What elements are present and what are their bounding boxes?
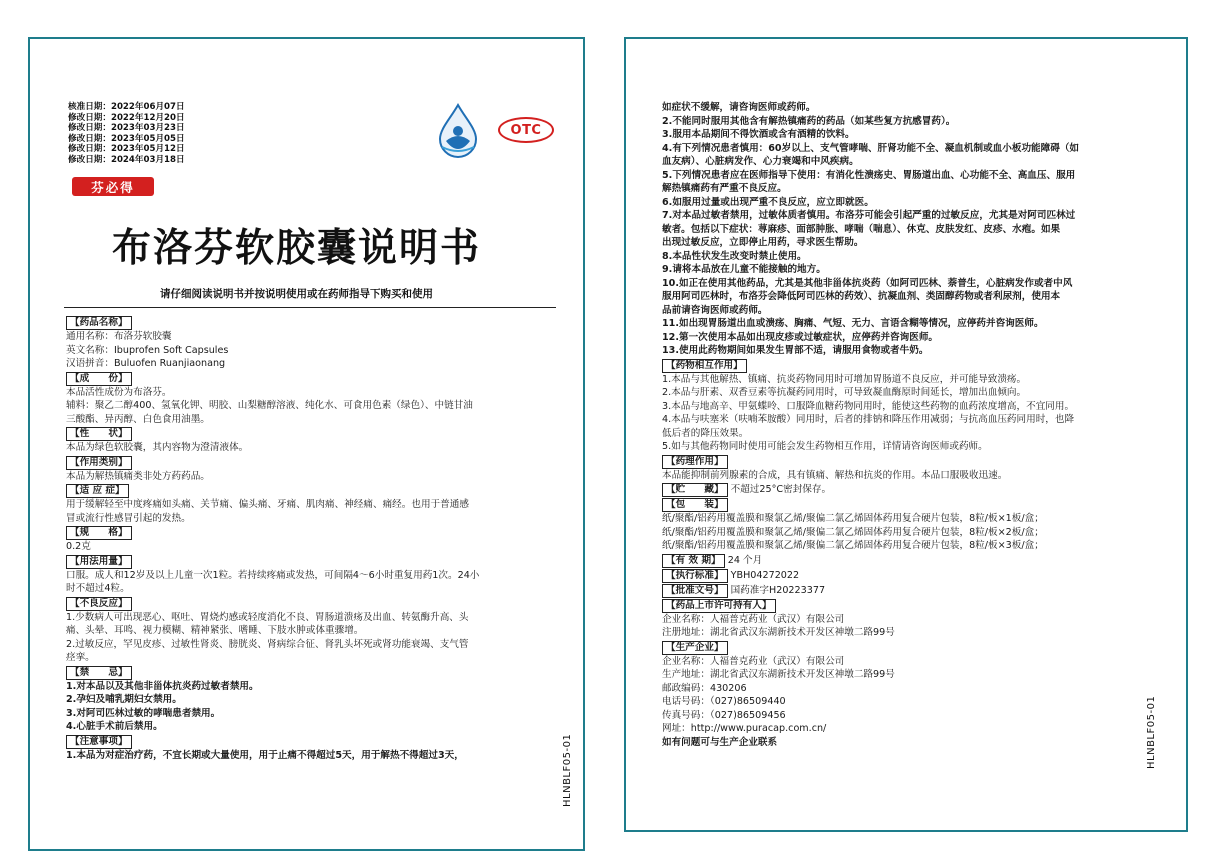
section-heading-adverse: 【不良反应】 — [66, 597, 132, 611]
text-line: 血友病）、心脏病发作、心力衰竭和中风疾病。 — [662, 156, 859, 167]
brand-logo: 芬必得 — [72, 177, 154, 196]
leaflet-right-panel — [624, 37, 1188, 832]
section-heading-validity: 【有 效 期】 — [662, 554, 725, 568]
text-line: 敏者。包括以下症状：荨麻疹、面部肿胀、哮喘（喘息）、休克、皮肤发红、皮疹、水疱。如果 — [662, 223, 1061, 235]
approval-date: 核准日期：2022年06月07日 — [68, 102, 185, 112]
text-line: 注册地址：湖北省武汉东湖新技术开发区神墩二路99号 — [662, 627, 895, 638]
text-line: 2.孕妇及哺乳期妇女禁用。 — [66, 694, 182, 705]
revision-date: 修改日期：2022年12月20日 — [68, 112, 185, 123]
text-line: 本品能抑制前列腺素的合成，具有镇痛、解热和抗炎的作用。本品口服吸收迅速。 — [662, 469, 1008, 481]
text-line: 10.如正在使用其他药品，尤其是其他非甾体抗炎药（如阿司匹林、萘普生，心脏病发作或者中风 — [662, 277, 1073, 289]
text-line: 3.本品与地高辛、甲氨蝶呤、口服降血糖药物同用时，能使这些药物的血药浓度增高，不宜同用。 — [662, 400, 1075, 412]
text-line: 如症状不缓解，请咨询医师或药师。 — [662, 102, 816, 113]
text-line: 如有问题可与生产企业联系 — [662, 736, 778, 748]
text-line: 4.心脏手术前后禁用。 — [66, 721, 163, 732]
text-line: 辅料：聚乙二醇400、氢氧化钾、明胶、山梨糖醇溶液、纯化水、可食用色素（绿色）、中链甘油 — [66, 400, 473, 411]
text-line: 1.对本品以及其他非甾体抗炎药过敏者禁用。 — [66, 680, 259, 692]
text-line: 3.服用本品期间不得饮酒或含有酒精的饮料。 — [662, 129, 855, 140]
section-heading-category: 【作用类别】 — [66, 456, 132, 470]
text-line: 2.不能同时服用其他含有解热镇痛药的药品（如某些复方抗感冒药）。 — [662, 115, 956, 127]
section-heading-indications: 【适 应 症】 — [66, 484, 129, 498]
section-heading-approval: 【批准文号】 — [662, 584, 728, 598]
text-line: 3.对阿司匹林过敏的哮喘患者禁用。 — [66, 707, 221, 719]
drug-safety-drop-logo — [428, 101, 488, 161]
divider — [64, 307, 556, 308]
text-line: 汉语拼音：Buluofen Ruanjiaonang — [66, 358, 226, 369]
text-line: 传真号码：（027)86509456 — [662, 709, 786, 721]
revision-date: 修改日期：2024年03月18日 — [68, 154, 185, 165]
document-title: 布洛芬软胶囊说明书 — [112, 226, 482, 271]
text-line: 英文名称：Ibuprofen Soft Capsules — [66, 344, 229, 356]
text-line: 低后者的降压效果。 — [662, 427, 749, 439]
revision-dates — [68, 102, 185, 166]
revision-date: 修改日期：2023年05月12日 — [68, 144, 185, 155]
document-subtitle: 请仔细阅读说明书并按说明使用或在药师指导下购买和使用 — [160, 288, 433, 300]
text-line: 1.本品为对症治疗药，不宜长期或大量使用，用于止痛不得超过5天，用于解热不得超过3天， — [66, 749, 464, 761]
text-line: 9.请将本品放在儿童不能接触的地方。 — [662, 264, 826, 275]
section-heading-name: 【药品名称】 — [66, 316, 132, 330]
document-code: HLNBLF05-01 — [562, 733, 573, 807]
text-line: 纸/聚酯/铝药用覆盖膜和聚氯乙烯/聚偏二氯乙烯固体药用复合硬片包装，8粒/板×1板/盒； — [662, 513, 1044, 524]
section-heading-storage: 【贮 藏】 — [662, 483, 728, 497]
text-line: 2.过敏反应，罕见皮疹、过敏性肾炎、膀胱炎、肾病综合征、肾乳头坏死或肾功能衰竭、支气管 — [66, 638, 469, 650]
section-heading-contraindications: 【禁 忌】 — [66, 666, 132, 680]
text-line: 三酸酯、异丙醇、白色食用油墨。 — [66, 413, 210, 425]
left-body — [66, 315, 559, 762]
text-line: 本品为绿色软胶囊，其内容物为澄清液体。 — [66, 442, 249, 453]
text-line: 通用名称：布洛芬软胶囊 — [66, 331, 172, 342]
text-line: 2.本品与肝素、双香豆素等抗凝药同用时，可导致凝血酶原时间延长，增加出血倾向。 — [662, 387, 1027, 398]
text-line: 11.如出现胃肠道出血或溃疡、胸痛、气短、无力、言语含糊等情况，应停药并咨询医师。 — [662, 318, 1044, 329]
revision-date: 修改日期：2023年03月23日 — [68, 123, 185, 134]
text-line: 痛、头晕、耳鸣、视力模糊、精神紧张、嗜睡、下肢水肿或体重骤增。 — [66, 625, 364, 636]
text-line: 5.如与其他药物同时使用可能会发生药物相互作用，详情请咨询医师或药师。 — [662, 441, 988, 452]
text-line: 1.少数病人可出现恶心、呕吐、胃烧灼感或轻度消化不良、胃肠道溃疡及出血、转氨酶升高、头 — [66, 611, 469, 623]
text-line: 口服。成人和12岁及以上儿童一次1粒。若持续疼痛或发热，可间隔4～6小时重复用药1次。24小 — [66, 569, 480, 581]
section-heading-traits: 【性 状】 — [66, 427, 132, 441]
text-line: 冒或流行性感冒引起的发热。 — [66, 512, 191, 524]
text-line: 纸/聚酯/铝药用覆盖膜和聚氯乙烯/聚偏二氯乙烯固体药用复合硬片包装，8粒/板×2板/盒； — [662, 526, 1044, 538]
text-line: 本品活性成份为布洛芬。 — [66, 386, 172, 398]
text-line: 邮政编码：430206 — [662, 682, 747, 694]
otc-badge: OTC — [498, 117, 554, 143]
approval-text: 国药准字H20223377 — [730, 584, 826, 596]
section-heading-pharmacology: 【药理作用】 — [662, 455, 728, 469]
text-line: 解热镇痛药有严重不良反应。 — [662, 183, 787, 194]
text-line: 4.有下列情况患者慎用：60岁以上、支气管哮喘、肝肾功能不全、凝血机制或血小板功能障碍（如 — [662, 142, 1080, 154]
text-line: 企业名称：人福普克药业（武汉）有限公司 — [662, 613, 845, 625]
section-heading-cautions: 【注意事项】 — [66, 735, 132, 749]
document-code: HLNBLF05-01 — [1146, 695, 1157, 769]
text-line: 8.本品性状发生改变时禁止使用。 — [662, 250, 807, 262]
section-heading-holder: 【药品上市许可持有人】 — [662, 599, 776, 613]
text-line: 4.本品与呋塞米（呋喃苯胺酸）同用时，后者的排钠和降压作用减弱；与抗高血压药同用时，也降 — [662, 414, 1075, 425]
section-heading-standard: 【执行标准】 — [662, 569, 728, 583]
text-line: 6.如服用过量或出现严重不良反应，应立即就医。 — [662, 196, 874, 208]
validity-text: 24 个月 — [727, 554, 763, 566]
text-line: 生产地址：湖北省武汉东湖新技术开发区神墩二路99号 — [662, 669, 895, 680]
text-line: 5.下列情况患者应在医师指导下使用：有消化性溃疡史、胃肠道出血、心功能不全、高血压、服用 — [662, 169, 1076, 181]
text-line: 出现过敏反应，立即停止用药，寻求医生帮助。 — [662, 237, 864, 248]
text-line: 本品为解热镇痛类非处方药药品。 — [66, 470, 210, 482]
section-heading-interactions: 【药物相互作用】 — [662, 359, 747, 373]
text-line: 12.第一次使用本品如出现皮疹或过敏症状，应停药并咨询医师。 — [662, 331, 939, 343]
text-line: 电话号码：（027)86509440 — [662, 696, 786, 707]
section-heading-ingredients: 【成 份】 — [66, 372, 132, 386]
standard-text: YBH04272022 — [730, 569, 800, 581]
text-line: 痉挛。 — [66, 652, 95, 663]
text-line: 13.使用此药物期间如果发生胃部不适，请服用食物或者牛奶。 — [662, 345, 929, 356]
text-line: 纸/聚酯/铝药用覆盖膜和聚氯乙烯/聚偏二氯乙烯固体药用复合硬片包装，8粒/板×3板/盒； — [662, 540, 1044, 551]
website-line: 网址：http://www.puracap.com.cn/ — [662, 723, 827, 734]
section-heading-dosage: 【用法用量】 — [66, 555, 132, 569]
section-heading-package: 【包 装】 — [662, 498, 728, 512]
text-line: 1.本品与其他解热、镇痛、抗炎药物同用时可增加胃肠道不良反应，并可能导致溃疡。 — [662, 373, 1027, 385]
text-line: 7.对本品过敏者禁用，过敏体质者慎用。布洛芬可能会引起严重的过敏反应，尤其是对阿司匹林过 — [662, 210, 1076, 221]
storage-text: 不超过25°C密封保存。 — [730, 484, 832, 495]
revision-date: 修改日期：2023年05月05日 — [68, 133, 185, 144]
section-heading-spec: 【规 格】 — [66, 526, 132, 540]
right-body — [662, 101, 1142, 749]
text-line: 服用阿司匹林时，布洛芬会降低阿司匹林的药效）、抗凝血剂、类固醇药物或者利尿剂，使用本 — [662, 291, 1061, 302]
text-line: 企业名称：人福普克药业（武汉）有限公司 — [662, 655, 845, 667]
section-heading-maker: 【生产企业】 — [662, 641, 728, 655]
text-line: 用于缓解轻至中度疼痛如头痛、关节痛、偏头痛、牙痛、肌肉痛、神经痛、痛经。也用于普通感 — [66, 499, 469, 510]
text-line: 0.2克 — [66, 541, 91, 552]
text-line: 品前请咨询医师或药师。 — [662, 304, 768, 316]
leaflet-left-panel — [28, 37, 585, 851]
text-line: 时不超过4粒。 — [66, 583, 130, 594]
